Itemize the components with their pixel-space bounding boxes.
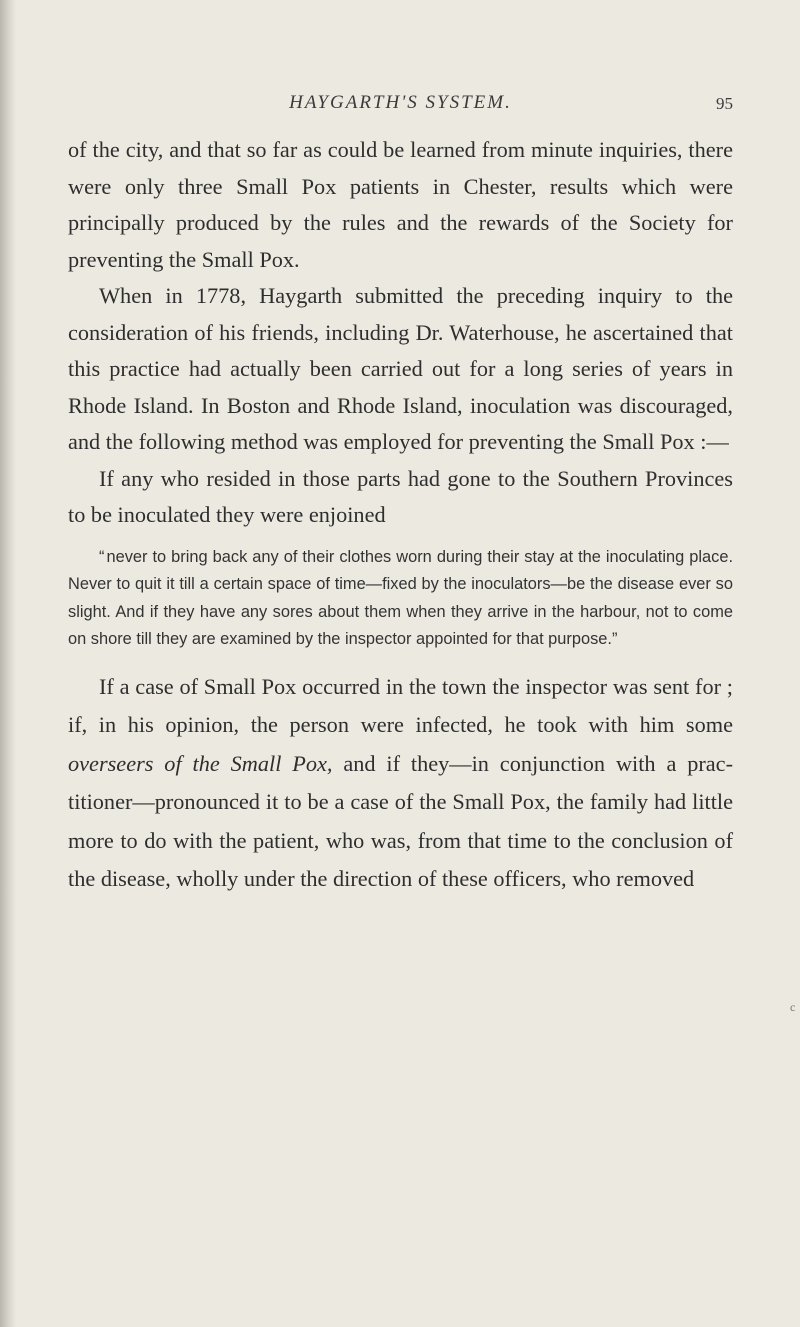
paragraph-3: If any who resided in those parts had gone to the Southern Provinces to be inoculated they were enjoined	[68, 465, 733, 527]
quote-open-mark: “	[99, 547, 105, 566]
paragraph-4	[68, 668, 733, 899]
paragraph-4-italic: overseers of the Small Pox,	[68, 750, 333, 776]
quote-text: never to bring back any of their clothes worn during their stay at the inoculating place. Never to quit it till a certain space of time—fixed by the inoculators—be the disease ever so slight. And if they have any sores about them when they arrive in the harbour, not to come on shore till they are examined by the inspector appointed for that purpose.”	[68, 547, 733, 648]
paragraph-4-end: and if they—in conjunction with a prac-titioner—pronounced it to be a case of the Small Pox, the family had little more to do with the patient, who was, from that time to the conclusion of the disease, wholly under the direction of these officers, who removed	[68, 750, 733, 891]
running-head	[68, 92, 733, 132]
book-page	[68, 92, 733, 899]
page-number: 95	[716, 94, 733, 113]
running-title: HAYGARTH'S SYSTEM.	[289, 92, 512, 113]
paragraph-2: When in 1778, Haygarth submitted the preceding inquiry to the consideration of his friends, including Dr. Waterhouse, he ascertained that this practice had actually been carried out for a long series of years in Rhode Island. In Boston and Rhode Island, inoculation was discouraged, and the following method was employed for preventing the Small Pox :—	[68, 283, 733, 454]
block-quote	[68, 544, 733, 654]
margin-mark: c	[790, 1000, 796, 1014]
binding-shadow	[0, 0, 16, 1327]
paragraph-1: of the city, and that so far as could be learned from minute inquiries, there were only three Small Pox patients in Chester, results which were principally produced by the rules and the rewards of the Society for preventing the Small Pox.	[68, 137, 733, 272]
paragraph-4-start: If a case of Small Pox occurred in the town the inspector was sent for ; if, in his opinion, the person were infected, he took with him some	[68, 673, 733, 737]
